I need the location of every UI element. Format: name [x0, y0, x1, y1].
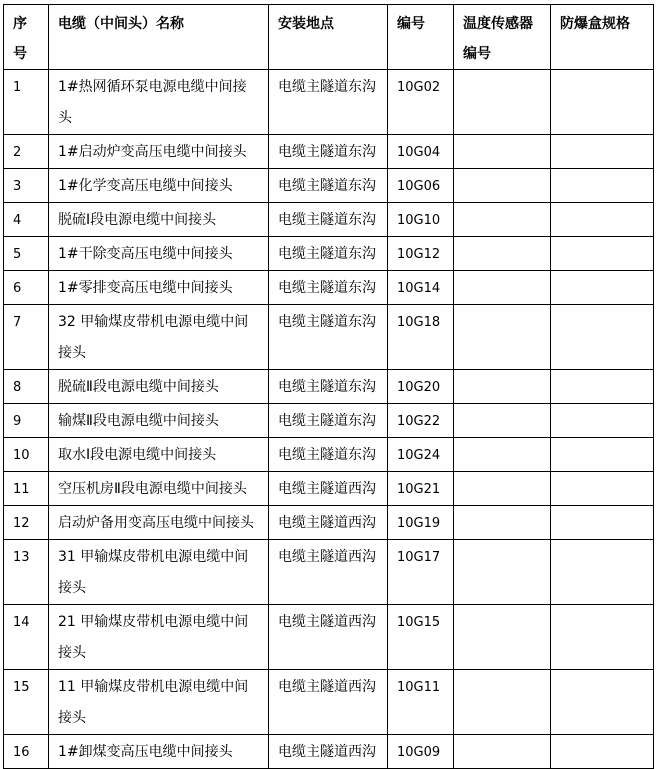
cell-code: 10G06	[388, 169, 454, 203]
table-row	[4, 506, 654, 540]
column-header-sensor: 温度传感器编号	[454, 5, 551, 70]
cell-install-location: 电缆主隧道东沟	[269, 438, 388, 472]
cell-sensor-number	[454, 271, 551, 305]
cell-serial-number: 8	[4, 370, 49, 404]
cell-code: 10G02	[388, 70, 454, 135]
cell-cable-name: 31 甲输煤皮带机电源电缆中间接头	[49, 540, 269, 605]
column-header-index: 序号	[4, 5, 49, 70]
cell-install-location: 电缆主隧道东沟	[269, 70, 388, 135]
table-row	[4, 540, 654, 605]
column-header-location: 安装地点	[269, 5, 388, 70]
column-header-spec: 防爆盒规格	[551, 5, 654, 70]
cell-box-spec	[551, 670, 654, 735]
table-row	[4, 271, 654, 305]
cell-serial-number: 6	[4, 271, 49, 305]
cell-box-spec	[551, 438, 654, 472]
cell-serial-number: 10	[4, 438, 49, 472]
table-row	[4, 735, 654, 769]
table-row	[4, 305, 654, 370]
cell-code: 10G04	[388, 135, 454, 169]
cell-code: 10G21	[388, 472, 454, 506]
cell-serial-number: 13	[4, 540, 49, 605]
cell-code: 10G12	[388, 237, 454, 271]
cell-cable-name: 1#热网循环泵电源电缆中间接头	[49, 70, 269, 135]
cell-box-spec	[551, 169, 654, 203]
cell-sensor-number	[454, 670, 551, 735]
cell-cable-name: 1#化学变高压电缆中间接头	[49, 169, 269, 203]
cell-install-location: 电缆主隧道西沟	[269, 506, 388, 540]
cell-serial-number: 3	[4, 169, 49, 203]
cell-sensor-number	[454, 540, 551, 605]
cell-box-spec	[551, 271, 654, 305]
cell-code: 10G17	[388, 540, 454, 605]
cell-box-spec	[551, 540, 654, 605]
cell-install-location: 电缆主隧道西沟	[269, 735, 388, 769]
cell-code: 10G18	[388, 305, 454, 370]
cable-joint-table	[3, 4, 654, 769]
cell-box-spec	[551, 404, 654, 438]
cell-sensor-number	[454, 305, 551, 370]
cell-install-location: 电缆主隧道东沟	[269, 305, 388, 370]
table-row	[4, 203, 654, 237]
document-page	[3, 4, 654, 769]
cell-serial-number: 4	[4, 203, 49, 237]
cell-box-spec	[551, 506, 654, 540]
cell-cable-name: 脱硫Ⅱ段电源电缆中间接头	[49, 370, 269, 404]
cell-serial-number: 16	[4, 735, 49, 769]
cell-box-spec	[551, 135, 654, 169]
cell-cable-name: 21 甲输煤皮带机电源电缆中间接头	[49, 605, 269, 670]
column-header-name: 电缆（中间头）名称	[49, 5, 269, 70]
table-header	[4, 5, 654, 70]
cell-cable-name: 1#干除变高压电缆中间接头	[49, 237, 269, 271]
cell-install-location: 电缆主隧道东沟	[269, 135, 388, 169]
cell-sensor-number	[454, 135, 551, 169]
cell-sensor-number	[454, 472, 551, 506]
cell-install-location: 电缆主隧道西沟	[269, 540, 388, 605]
cell-install-location: 电缆主隧道东沟	[269, 370, 388, 404]
cell-code: 10G22	[388, 404, 454, 438]
cell-box-spec	[551, 735, 654, 769]
cell-sensor-number	[454, 70, 551, 135]
cell-code: 10G11	[388, 670, 454, 735]
table-row	[4, 670, 654, 735]
cell-install-location: 电缆主隧道西沟	[269, 605, 388, 670]
cell-install-location: 电缆主隧道东沟	[269, 237, 388, 271]
cell-code: 10G24	[388, 438, 454, 472]
cell-box-spec	[551, 70, 654, 135]
cell-code: 10G09	[388, 735, 454, 769]
cell-code: 10G14	[388, 271, 454, 305]
cell-box-spec	[551, 472, 654, 506]
table-row	[4, 472, 654, 506]
cell-sensor-number	[454, 370, 551, 404]
cell-cable-name: 输煤Ⅱ段电源电缆中间接头	[49, 404, 269, 438]
table-row	[4, 370, 654, 404]
table-body	[4, 70, 654, 769]
table-row	[4, 404, 654, 438]
table-row	[4, 70, 654, 135]
cell-sensor-number	[454, 735, 551, 769]
cell-sensor-number	[454, 506, 551, 540]
cell-cable-name: 启动炉备用变高压电缆中间接头	[49, 506, 269, 540]
cell-box-spec	[551, 370, 654, 404]
cell-box-spec	[551, 203, 654, 237]
cell-cable-name: 1#卸煤变高压电缆中间接头	[49, 735, 269, 769]
cell-serial-number: 1	[4, 70, 49, 135]
cell-cable-name: 32 甲输煤皮带机电源电缆中间接头	[49, 305, 269, 370]
cell-install-location: 电缆主隧道东沟	[269, 271, 388, 305]
column-header-code: 编号	[388, 5, 454, 70]
cell-sensor-number	[454, 404, 551, 438]
cell-sensor-number	[454, 169, 551, 203]
cell-cable-name: 空压机房Ⅱ段电源电缆中间接头	[49, 472, 269, 506]
cell-code: 10G20	[388, 370, 454, 404]
cell-sensor-number	[454, 203, 551, 237]
cell-serial-number: 2	[4, 135, 49, 169]
cell-serial-number: 11	[4, 472, 49, 506]
cell-serial-number: 9	[4, 404, 49, 438]
table-row	[4, 438, 654, 472]
cell-box-spec	[551, 305, 654, 370]
cell-serial-number: 5	[4, 237, 49, 271]
cell-cable-name: 11 甲输煤皮带机电源电缆中间接头	[49, 670, 269, 735]
table-row	[4, 237, 654, 271]
table-row	[4, 135, 654, 169]
table-row	[4, 605, 654, 670]
cell-serial-number: 7	[4, 305, 49, 370]
cell-install-location: 电缆主隧道西沟	[269, 472, 388, 506]
cell-cable-name: 脱硫Ⅰ段电源电缆中间接头	[49, 203, 269, 237]
header-row	[4, 5, 654, 70]
cell-sensor-number	[454, 438, 551, 472]
cell-sensor-number	[454, 237, 551, 271]
cell-box-spec	[551, 237, 654, 271]
cell-cable-name: 取水Ⅰ段电源电缆中间接头	[49, 438, 269, 472]
cell-install-location: 电缆主隧道东沟	[269, 169, 388, 203]
cell-code: 10G19	[388, 506, 454, 540]
table-row	[4, 169, 654, 203]
cell-code: 10G15	[388, 605, 454, 670]
cell-code: 10G10	[388, 203, 454, 237]
cell-serial-number: 14	[4, 605, 49, 670]
cell-box-spec	[551, 605, 654, 670]
cell-install-location: 电缆主隧道东沟	[269, 203, 388, 237]
cell-serial-number: 15	[4, 670, 49, 735]
cell-serial-number: 12	[4, 506, 49, 540]
cell-cable-name: 1#零排变高压电缆中间接头	[49, 271, 269, 305]
cell-install-location: 电缆主隧道西沟	[269, 670, 388, 735]
cell-install-location: 电缆主隧道东沟	[269, 404, 388, 438]
cell-sensor-number	[454, 605, 551, 670]
cell-cable-name: 1#启动炉变高压电缆中间接头	[49, 135, 269, 169]
